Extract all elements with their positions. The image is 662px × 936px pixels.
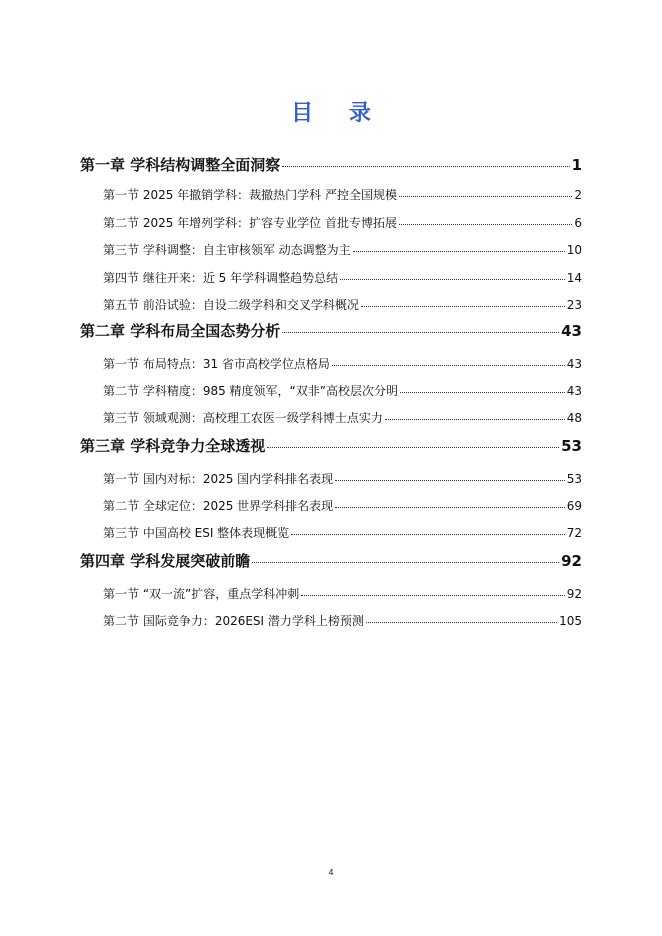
toc-entry-label: 第二节 2025 年增列学科：扩容专业学位 首批专博拓展 bbox=[103, 216, 397, 230]
toc-entry-page: 14 bbox=[566, 271, 582, 285]
dot-leader bbox=[282, 166, 569, 167]
toc-section-entry[interactable] bbox=[103, 186, 582, 204]
toc-entry-page: 43 bbox=[566, 384, 582, 398]
toc-entry-page: 69 bbox=[566, 499, 582, 513]
toc-entry-page: 43 bbox=[566, 357, 582, 371]
dot-leader bbox=[335, 480, 565, 481]
toc-title: 目 录 bbox=[291, 101, 385, 126]
toc-entry-page: 23 bbox=[566, 298, 582, 312]
dot-leader bbox=[340, 279, 565, 280]
toc-entry-page: 53 bbox=[566, 472, 582, 486]
toc-entry-page: 48 bbox=[566, 411, 582, 425]
dot-leader bbox=[366, 622, 557, 623]
toc-entry-label: 第二章 学科布局全国态势分析 bbox=[80, 322, 281, 340]
toc-entry-page: 1 bbox=[571, 156, 582, 174]
toc-entry-page: 72 bbox=[566, 526, 582, 540]
dot-leader bbox=[332, 365, 565, 366]
dot-leader bbox=[385, 419, 565, 420]
page-number: 4 bbox=[328, 868, 334, 877]
toc-section-entry[interactable] bbox=[103, 409, 582, 427]
dot-leader bbox=[301, 595, 564, 596]
toc-entry-label: 第三节 领域观测：高校理工农医一级学科博士点实力 bbox=[103, 411, 383, 425]
toc-entry-label: 第一节 “双一流”扩容，重点学科冲刺 bbox=[103, 587, 300, 601]
toc-entry-label: 第一章 学科结构调整全面洞察 bbox=[80, 156, 281, 174]
toc-entry-page: 43 bbox=[561, 322, 582, 340]
toc-entry-label: 第三节 中国高校 ESI 整体表现概览 bbox=[103, 526, 290, 540]
dot-leader bbox=[353, 251, 565, 252]
toc-entry-label: 第一节 国内对标：2025 国内学科排名表现 bbox=[103, 472, 334, 486]
toc-section-entry[interactable] bbox=[103, 241, 582, 259]
toc-entry-page: 92 bbox=[566, 587, 582, 601]
toc-entry-label: 第二节 学科精度：985 精度领军，“双非”高校层次分明 bbox=[103, 384, 398, 398]
toc-section-entry[interactable] bbox=[103, 382, 582, 400]
dot-leader bbox=[335, 507, 565, 508]
dot-leader bbox=[267, 447, 559, 448]
dot-leader bbox=[291, 534, 565, 535]
toc-entry-label: 第四节 继往开来：近 5 年学科调整趋势总结 bbox=[103, 271, 339, 285]
toc-section-entry[interactable] bbox=[103, 524, 582, 542]
dot-leader bbox=[400, 392, 565, 393]
toc-chapter-entry[interactable] bbox=[80, 154, 582, 176]
dot-leader bbox=[361, 306, 565, 307]
dot-leader bbox=[282, 332, 559, 333]
toc-entry-label: 第一节 布局特点：31 省市高校学位点格局 bbox=[103, 357, 330, 371]
dot-leader bbox=[399, 224, 572, 225]
toc-entry-label: 第一节 2025 年撤销学科：裁撤热门学科 严控全国规模 bbox=[103, 188, 397, 202]
toc-entry-page: 105 bbox=[559, 614, 582, 628]
toc-section-entry[interactable] bbox=[103, 612, 582, 630]
toc-section-entry[interactable] bbox=[103, 269, 582, 287]
toc-section-entry[interactable] bbox=[103, 497, 582, 515]
toc-entry-page: 92 bbox=[561, 552, 582, 570]
toc-entry-label: 第二节 全球定位：2025 世界学科排名表现 bbox=[103, 499, 334, 513]
toc-section-entry[interactable] bbox=[103, 296, 582, 314]
toc-section-entry[interactable] bbox=[103, 214, 582, 232]
toc-chapter-entry[interactable] bbox=[80, 550, 582, 572]
toc-section-entry[interactable] bbox=[103, 585, 582, 603]
toc-entry-label: 第五节 前沿试验：自设二级学科和交叉学科概况 bbox=[103, 298, 359, 312]
toc-section-entry[interactable] bbox=[103, 355, 582, 373]
toc-chapter-entry[interactable] bbox=[80, 320, 582, 342]
toc-chapter-entry[interactable] bbox=[80, 435, 582, 457]
toc-entry-label: 第三章 学科竞争力全球透视 bbox=[80, 437, 266, 455]
toc-entry-label: 第四章 学科发展突破前瞻 bbox=[80, 552, 251, 570]
dot-leader bbox=[399, 196, 572, 197]
dot-leader bbox=[252, 562, 559, 563]
toc-entry-page: 10 bbox=[566, 243, 582, 257]
toc-entry-page: 2 bbox=[574, 188, 582, 202]
toc-entry-page: 53 bbox=[561, 437, 582, 455]
toc-entry-label: 第三节 学科调整：自主审核领军 动态调整为主 bbox=[103, 243, 351, 257]
toc-entry-label: 第二节 国际竞争力：2026ESI 潜力学科上榜预测 bbox=[103, 614, 364, 628]
toc-entry-page: 6 bbox=[574, 216, 582, 230]
toc-section-entry[interactable] bbox=[103, 470, 582, 488]
